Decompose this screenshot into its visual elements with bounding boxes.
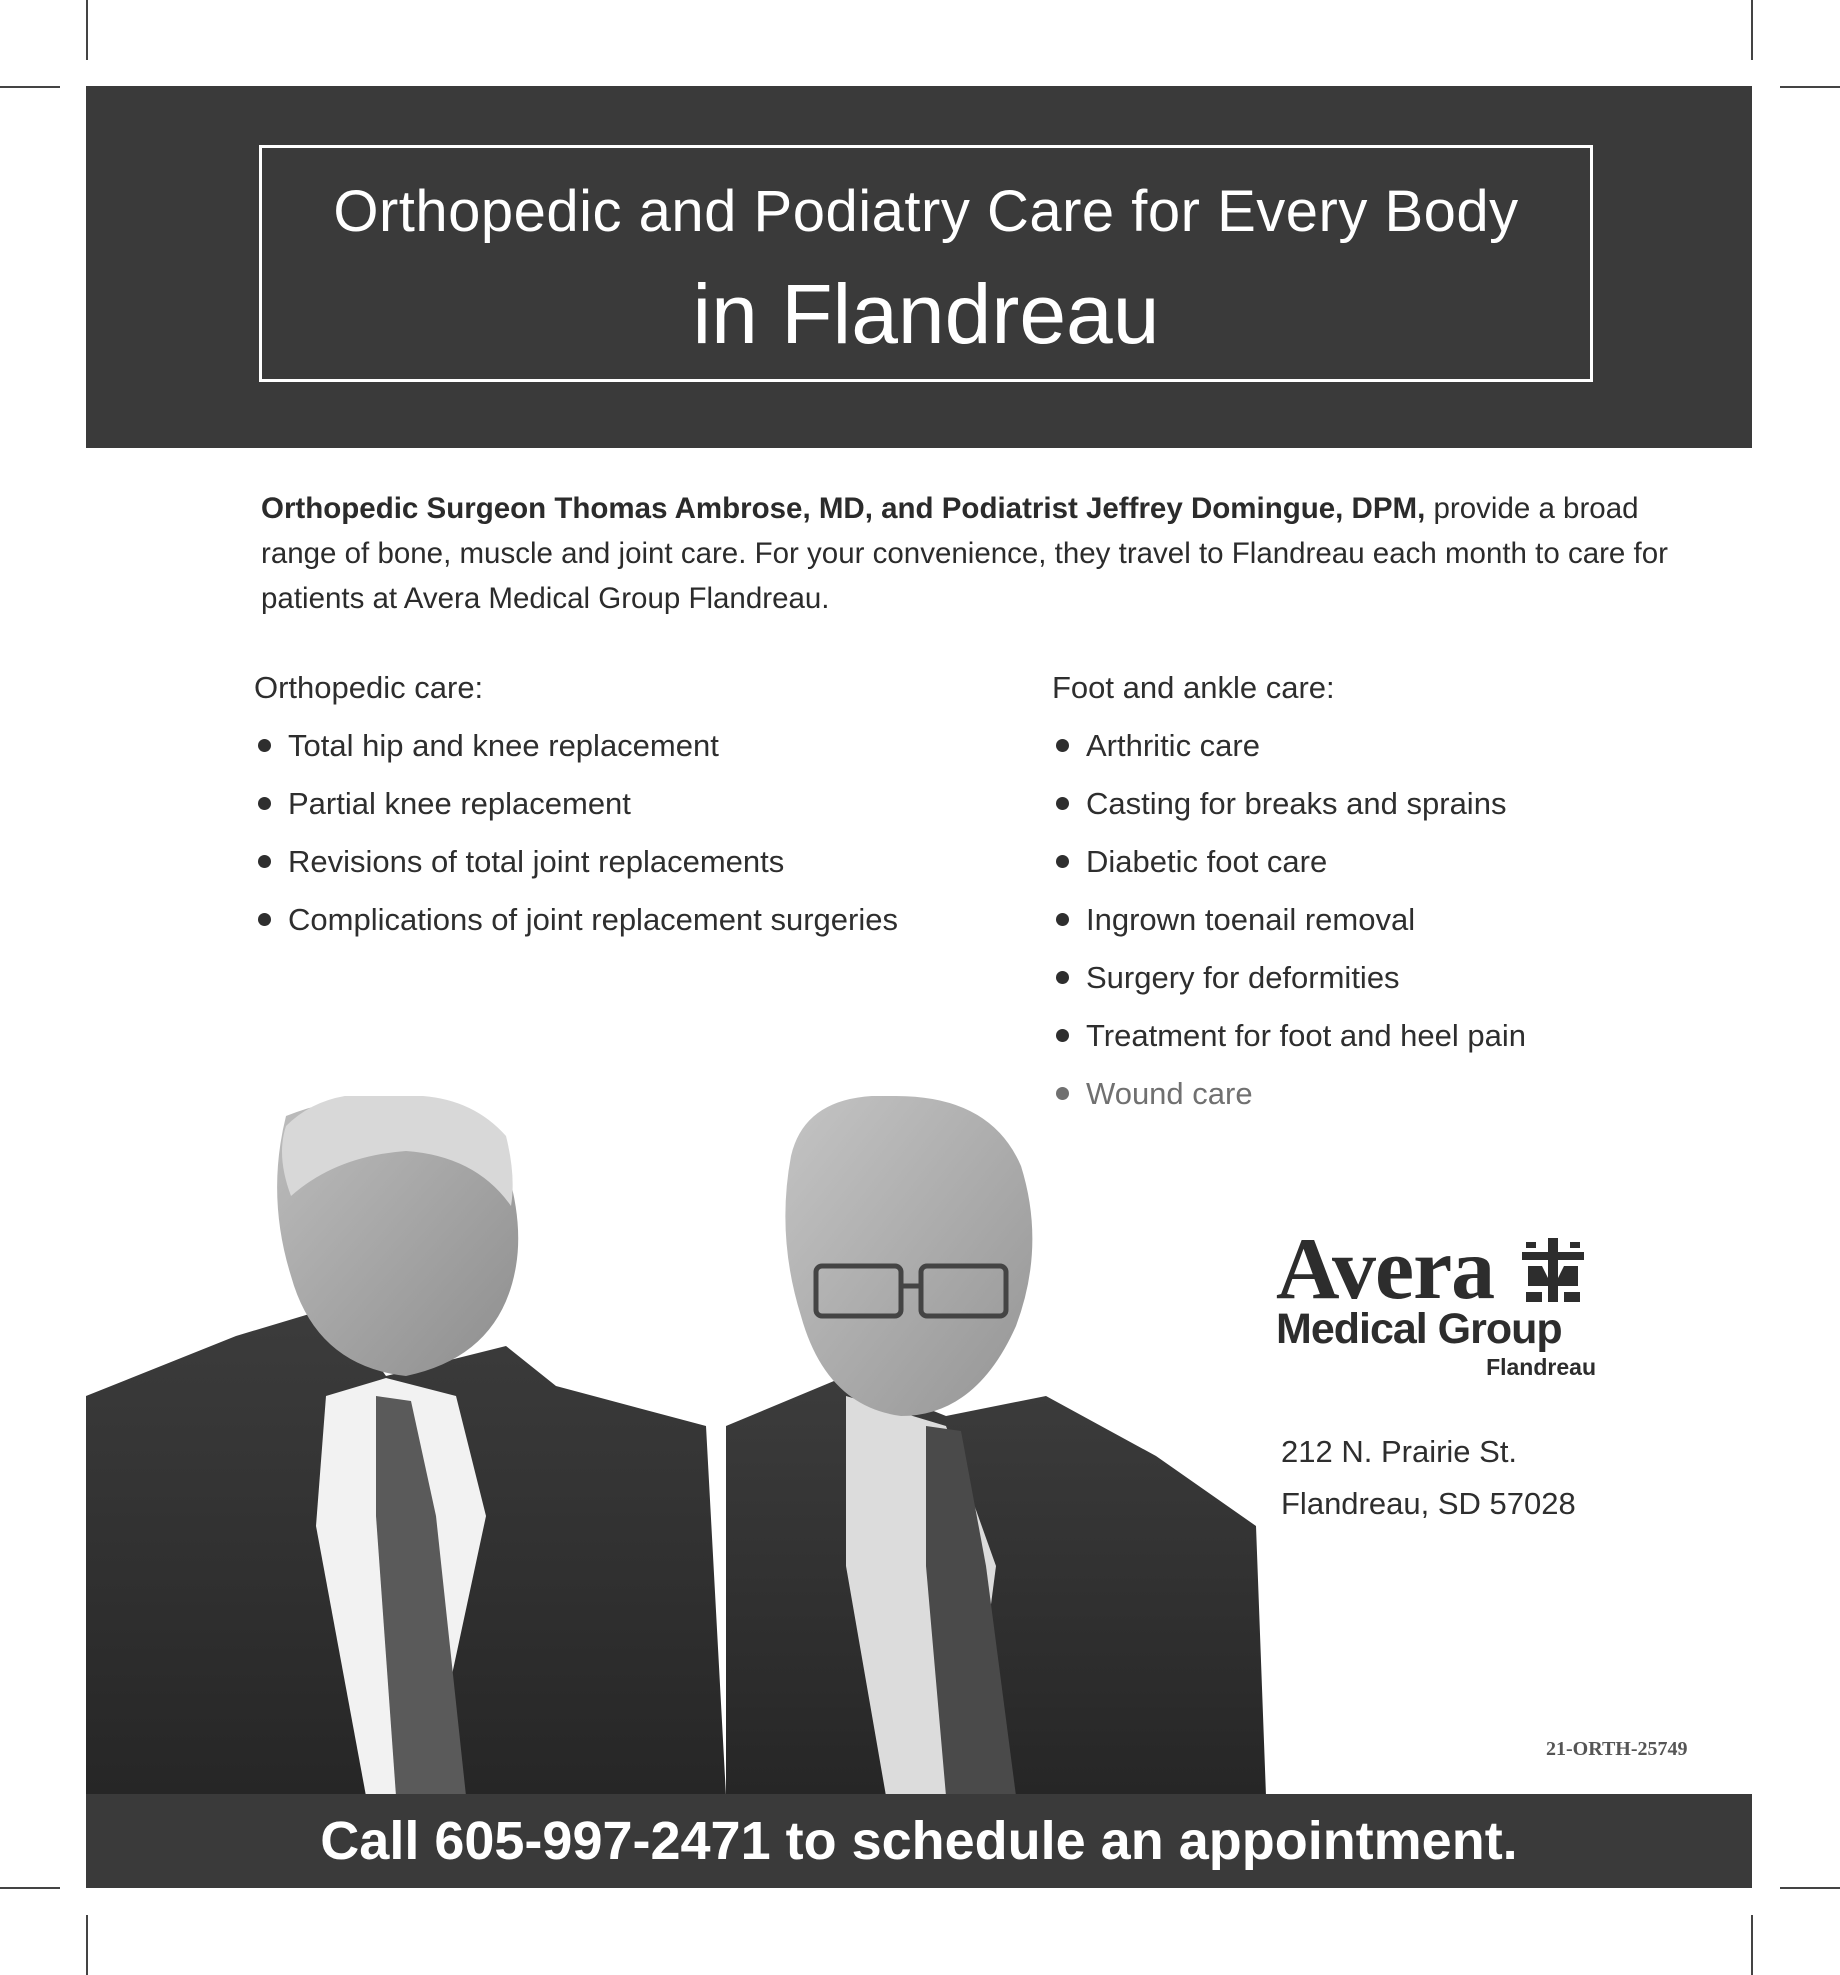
crop-mark	[1751, 0, 1753, 60]
list-item: Diabetic foot care	[1052, 838, 1526, 896]
footer-band	[86, 1794, 1752, 1888]
orthopedic-care-heading: Orthopedic care:	[254, 670, 484, 705]
list-item: Wound care	[1052, 1070, 1526, 1128]
crop-mark	[0, 1887, 60, 1889]
orthopedic-care-list	[254, 722, 898, 954]
doctors-photo	[86, 1096, 1266, 1796]
call-to-action: Call 605-997-2471 to schedule an appointment.	[320, 1811, 1518, 1871]
intro-text: provide a broad range of bone, muscle and joint care. For your convenience, they travel to Flandreau each month to care for patients at Avera Medical Group Flandreau.	[261, 492, 1668, 615]
crop-mark	[86, 0, 88, 60]
intro-paragraph	[261, 486, 1681, 621]
logo-wordmark: Avera	[1276, 1221, 1495, 1318]
headline-line-2: in Flandreau	[692, 267, 1160, 361]
intro-bold-lead: Orthopedic Surgeon Thomas Ambrose, MD, and Podiatrist Jeffrey Domingue, DPM,	[261, 492, 1426, 525]
list-item: Ingrown toenail removal	[1052, 896, 1526, 954]
address-line-2: Flandreau, SD 57028	[1281, 1486, 1576, 1521]
list-item: Casting for breaks and sprains	[1052, 780, 1526, 838]
doctor-right	[726, 1096, 1266, 1796]
list-item: Partial knee replacement	[254, 780, 898, 838]
clinic-address	[1281, 1426, 1576, 1530]
avera-cross-icon	[1522, 1238, 1584, 1302]
headline-line-1: Orthopedic and Podiatry Care for Every Body	[333, 179, 1519, 244]
crop-mark	[86, 1915, 88, 1975]
avera-logo	[1276, 1221, 1596, 1386]
foot-ankle-care-heading: Foot and ankle care:	[1052, 670, 1335, 705]
header-band	[86, 86, 1752, 448]
crop-mark	[1780, 1887, 1840, 1889]
job-code: 21-ORTH-25749	[1546, 1738, 1688, 1760]
list-item: Treatment for foot and heel pain	[1052, 1012, 1526, 1070]
crop-mark	[1751, 1915, 1753, 1975]
foot-ankle-care-list	[1052, 722, 1526, 1128]
crop-mark	[1780, 86, 1840, 88]
list-item: Arthritic care	[1052, 722, 1526, 780]
list-item: Revisions of total joint replacements	[254, 838, 898, 896]
list-item: Surgery for deformities	[1052, 954, 1526, 1012]
crop-mark	[0, 86, 60, 88]
list-item: Complications of joint replacement surgeries	[254, 896, 898, 954]
address-line-1: 212 N. Prairie St.	[1281, 1434, 1518, 1469]
advertisement	[86, 86, 1752, 1888]
doctor-left	[86, 1096, 726, 1796]
orthopedic-care-column	[254, 664, 898, 954]
logo-medical-group: Medical Group	[1276, 1305, 1562, 1353]
headline-frame	[259, 145, 1593, 382]
list-item: Total hip and knee replacement	[254, 722, 898, 780]
foot-ankle-care-column	[1052, 664, 1526, 1128]
logo-location: Flandreau	[1486, 1354, 1596, 1380]
